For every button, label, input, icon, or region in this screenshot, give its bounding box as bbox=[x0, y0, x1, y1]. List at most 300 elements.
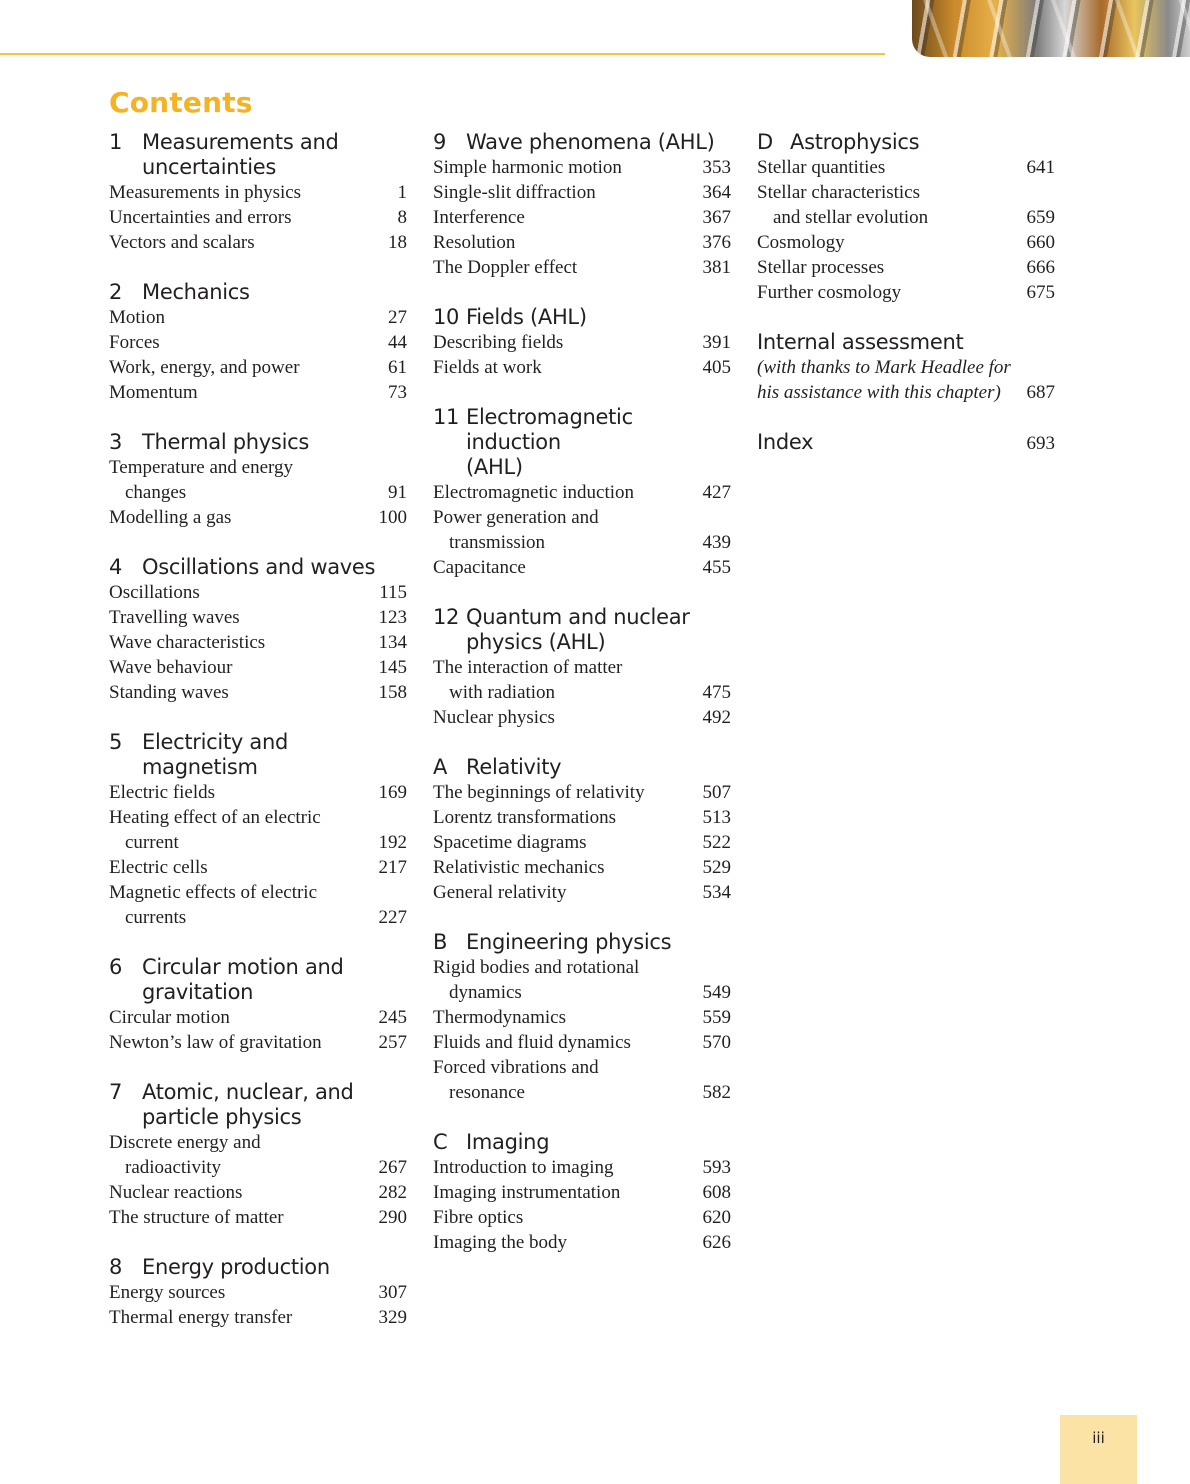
entry-page-number: 608 bbox=[702, 1182, 731, 1203]
section-heading[interactable] bbox=[433, 930, 731, 955]
toc-entry[interactable] bbox=[109, 605, 407, 630]
entry-title bbox=[109, 1005, 373, 1030]
toc-entry[interactable] bbox=[109, 580, 407, 605]
section-title bbox=[757, 330, 1055, 355]
section-heading[interactable] bbox=[757, 430, 1055, 456]
toc-entry[interactable] bbox=[433, 855, 731, 880]
section-heading[interactable] bbox=[757, 330, 1055, 355]
entry-title-line: transmission bbox=[449, 532, 546, 553]
entry-title bbox=[433, 1205, 697, 1230]
section-title bbox=[142, 730, 407, 780]
section-title-line: particle physics bbox=[142, 1105, 302, 1129]
entry-title bbox=[109, 1130, 373, 1180]
entry-title bbox=[109, 780, 373, 805]
entry-title-line: Temperature and energy bbox=[109, 457, 294, 478]
toc-section bbox=[433, 1130, 731, 1255]
toc-entry[interactable] bbox=[109, 180, 407, 205]
section-title bbox=[757, 430, 1027, 455]
entry-page-number: 91 bbox=[388, 482, 407, 503]
toc-entry[interactable] bbox=[433, 480, 731, 505]
entry-title bbox=[109, 855, 373, 880]
section-title-line: uncertainties bbox=[142, 155, 276, 179]
entry-page-number: 582 bbox=[702, 1082, 731, 1103]
toc-entry[interactable] bbox=[757, 255, 1055, 280]
entry-page-number: 559 bbox=[702, 1007, 731, 1028]
entry-page-number: 169 bbox=[378, 782, 407, 803]
entry-page-number: 626 bbox=[702, 1232, 731, 1253]
entry-title-line: Wave behaviour bbox=[109, 657, 233, 678]
entry-page-number: 61 bbox=[388, 357, 407, 378]
entry-title bbox=[433, 830, 697, 855]
entry-page-number: 73 bbox=[388, 382, 407, 403]
section-title-line: Atomic, nuclear, and bbox=[142, 1080, 354, 1104]
entry-title bbox=[433, 880, 697, 905]
entry-title bbox=[109, 330, 382, 355]
toc-entry[interactable] bbox=[109, 230, 407, 255]
entry-page-number: 8 bbox=[397, 207, 407, 228]
toc-entry[interactable] bbox=[757, 180, 1055, 230]
toc-entry[interactable] bbox=[433, 1005, 731, 1030]
entry-title-line: The Doppler effect bbox=[433, 257, 578, 278]
entry-page-number: 257 bbox=[378, 1032, 407, 1053]
toc-entry[interactable] bbox=[109, 1130, 407, 1180]
toc-section bbox=[109, 1255, 407, 1330]
toc-entry[interactable] bbox=[109, 1180, 407, 1205]
toc-entry[interactable] bbox=[433, 1055, 731, 1105]
toc-entry[interactable] bbox=[433, 555, 731, 580]
section-title-line: Thermal physics bbox=[142, 430, 309, 454]
entry-title bbox=[433, 230, 697, 255]
entry-page-number: 641 bbox=[1026, 157, 1055, 178]
entry-title-line: Rigid bodies and rotational bbox=[433, 957, 640, 978]
entry-title bbox=[433, 655, 697, 705]
entry-title bbox=[433, 180, 697, 205]
section-number: C bbox=[433, 1130, 448, 1154]
toc-entry[interactable] bbox=[433, 1230, 731, 1255]
toc-column-2 bbox=[433, 130, 731, 1280]
entry-title-line: Standing waves bbox=[109, 682, 229, 703]
entry-title bbox=[433, 805, 697, 830]
toc-entry[interactable] bbox=[433, 355, 731, 380]
entry-page-number: 227 bbox=[378, 907, 407, 928]
entry-title bbox=[433, 1230, 697, 1255]
entry-title bbox=[433, 955, 697, 1005]
toc-section bbox=[757, 330, 1055, 405]
section-heading[interactable] bbox=[109, 730, 407, 780]
entry-title bbox=[433, 255, 697, 280]
entry-title-line: The structure of matter bbox=[109, 1207, 284, 1228]
entry-page-number: 123 bbox=[378, 607, 407, 628]
entry-page-number: 405 bbox=[702, 357, 731, 378]
section-title bbox=[142, 1255, 407, 1280]
entry-page-number: 376 bbox=[702, 232, 731, 253]
section-title-line: Energy production bbox=[142, 1255, 330, 1279]
entry-title-line: Vectors and scalars bbox=[109, 232, 255, 253]
toc-entry[interactable] bbox=[109, 305, 407, 330]
toc-entry[interactable] bbox=[433, 255, 731, 280]
entry-title bbox=[433, 330, 697, 355]
toc-entry[interactable] bbox=[109, 380, 407, 405]
entry-page-number: 593 bbox=[702, 1157, 731, 1178]
section-title bbox=[466, 1130, 731, 1155]
entry-title-line: Measurements in physics bbox=[109, 182, 302, 203]
entry-page-number: 353 bbox=[702, 157, 731, 178]
section-number: B bbox=[433, 930, 448, 954]
entry-page-number: 329 bbox=[378, 1307, 407, 1328]
section-title-line: Oscillations and waves bbox=[142, 555, 376, 579]
section-title bbox=[142, 280, 407, 305]
entry-page-number: 307 bbox=[378, 1282, 407, 1303]
entry-title bbox=[109, 1180, 373, 1205]
entry-page-number: 675 bbox=[1026, 282, 1055, 303]
entry-title-line: current bbox=[125, 832, 179, 853]
toc-entry[interactable] bbox=[109, 1030, 407, 1055]
toc-section bbox=[433, 130, 731, 280]
entry-title-line: Stellar characteristics bbox=[757, 182, 921, 203]
entry-title-line: Describing fields bbox=[433, 332, 564, 353]
entry-title-line: Nuclear reactions bbox=[109, 1182, 243, 1203]
entry-title-line: Thermodynamics bbox=[433, 1007, 566, 1028]
entry-title bbox=[433, 555, 697, 580]
toc-entry[interactable] bbox=[433, 880, 731, 905]
toc-entry[interactable] bbox=[433, 1180, 731, 1205]
entry-title-line: Electromagnetic induction bbox=[433, 482, 635, 503]
toc-entry[interactable] bbox=[109, 205, 407, 230]
section-heading[interactable] bbox=[109, 280, 407, 305]
entry-title bbox=[109, 630, 373, 655]
section-heading[interactable] bbox=[433, 1130, 731, 1155]
entry-title-line: Spacetime diagrams bbox=[433, 832, 587, 853]
entry-title bbox=[109, 1030, 373, 1055]
entry-page-number: 282 bbox=[378, 1182, 407, 1203]
entry-page-number: 529 bbox=[702, 857, 731, 878]
toc-section bbox=[109, 955, 407, 1055]
section-heading[interactable] bbox=[433, 405, 731, 480]
toc-entry[interactable] bbox=[109, 1005, 407, 1030]
section-title-line: Engineering physics bbox=[466, 930, 672, 954]
entry-title-line: changes bbox=[125, 482, 187, 503]
entry-page-number: 570 bbox=[702, 1032, 731, 1053]
section-heading[interactable] bbox=[433, 755, 731, 780]
section-title bbox=[142, 555, 407, 580]
toc-section bbox=[109, 730, 407, 930]
entry-page-number: 475 bbox=[702, 682, 731, 703]
toc-entry[interactable] bbox=[109, 1205, 407, 1230]
entry-title-line: Energy sources bbox=[109, 1282, 226, 1303]
section-heading[interactable] bbox=[433, 130, 731, 155]
entry-page-number: 687 bbox=[1026, 382, 1055, 403]
toc-section bbox=[109, 1080, 407, 1230]
entry-title bbox=[757, 355, 1021, 405]
toc-section bbox=[109, 430, 407, 530]
toc-entry[interactable] bbox=[109, 355, 407, 380]
toc-entry[interactable] bbox=[433, 955, 731, 1005]
entry-title bbox=[109, 230, 382, 255]
entry-title bbox=[433, 505, 697, 555]
entry-title-line: Newton’s law of gravitation bbox=[109, 1032, 322, 1053]
entry-title-line: Thermal energy transfer bbox=[109, 1307, 293, 1328]
entry-title-line: Fields at work bbox=[433, 357, 542, 378]
section-heading[interactable] bbox=[433, 605, 731, 655]
toc-entry[interactable] bbox=[109, 330, 407, 355]
entry-title-line: Momentum bbox=[109, 382, 198, 403]
entry-title-line: radioactivity bbox=[125, 1157, 222, 1178]
entry-title-line: Travelling waves bbox=[109, 607, 240, 628]
entry-title-line: Work, energy, and power bbox=[109, 357, 300, 378]
section-title-line: Circular motion and bbox=[142, 955, 344, 979]
entry-title bbox=[433, 1005, 697, 1030]
entry-title bbox=[109, 455, 382, 505]
section-heading[interactable] bbox=[109, 955, 407, 1005]
section-number: 1 bbox=[109, 130, 123, 154]
entry-title bbox=[109, 880, 373, 930]
section-heading[interactable] bbox=[109, 430, 407, 455]
section-title bbox=[466, 305, 731, 330]
entry-title-line: Motion bbox=[109, 307, 165, 328]
section-title-line: Electromagnetic induction bbox=[466, 405, 633, 454]
entry-title-line: Uncertainties and errors bbox=[109, 207, 292, 228]
section-number: 10 bbox=[433, 305, 460, 329]
entry-page-number: 439 bbox=[702, 532, 731, 553]
section-heading[interactable] bbox=[109, 1255, 407, 1280]
section-title-line: (AHL) bbox=[466, 455, 523, 479]
entry-title-line: Relativistic mechanics bbox=[433, 857, 605, 878]
entry-title-line: Forced vibrations and bbox=[433, 1057, 599, 1078]
entry-page-number: 245 bbox=[378, 1007, 407, 1028]
section-number: 6 bbox=[109, 955, 123, 979]
entry-page-number: 381 bbox=[702, 257, 731, 278]
header-photo-strip bbox=[912, 0, 1190, 57]
toc-entry[interactable] bbox=[433, 1205, 731, 1230]
toc-entry[interactable] bbox=[757, 355, 1055, 405]
entry-title bbox=[109, 1305, 373, 1330]
entry-page-number: 44 bbox=[388, 332, 407, 353]
entry-title bbox=[109, 1280, 373, 1305]
entry-page-number: 115 bbox=[379, 582, 407, 603]
entry-title bbox=[433, 1180, 697, 1205]
entry-title bbox=[757, 230, 1021, 255]
toc-entry[interactable] bbox=[109, 505, 407, 530]
entry-title-line: Fibre optics bbox=[433, 1207, 524, 1228]
entry-title-line: The beginnings of relativity bbox=[433, 782, 645, 803]
entry-title bbox=[109, 205, 392, 230]
section-title bbox=[142, 430, 407, 455]
section-number: 5 bbox=[109, 730, 123, 754]
section-heading[interactable] bbox=[109, 555, 407, 580]
entry-page-number: 267 bbox=[378, 1157, 407, 1178]
toc-entry[interactable] bbox=[109, 680, 407, 705]
entry-title bbox=[109, 1205, 373, 1230]
entry-title-line: dynamics bbox=[449, 982, 522, 1003]
entry-page-number: 364 bbox=[702, 182, 731, 203]
entry-page-number: 455 bbox=[702, 557, 731, 578]
section-title bbox=[790, 130, 1055, 155]
entry-title bbox=[109, 580, 373, 605]
section-number: 9 bbox=[433, 130, 447, 154]
entry-title-line: Stellar quantities bbox=[757, 157, 886, 178]
entry-title-line: Imaging instrumentation bbox=[433, 1182, 621, 1203]
toc-column-1 bbox=[109, 130, 407, 1355]
toc-entry[interactable] bbox=[433, 155, 731, 180]
entry-title bbox=[757, 255, 1021, 280]
section-title-line: Wave phenomena (AHL) bbox=[466, 130, 715, 154]
section-title bbox=[466, 405, 731, 480]
entry-page-number: 522 bbox=[702, 832, 731, 853]
toc-entry[interactable] bbox=[109, 1305, 407, 1330]
section-title-line: gravitation bbox=[142, 980, 254, 1004]
entry-page-number: 100 bbox=[378, 507, 407, 528]
toc-entry[interactable] bbox=[109, 805, 407, 855]
entry-title bbox=[109, 180, 392, 205]
toc-section bbox=[109, 555, 407, 705]
toc-entry[interactable] bbox=[433, 780, 731, 805]
entry-title-line: with radiation bbox=[449, 682, 556, 703]
entry-page-number: 158 bbox=[378, 682, 407, 703]
section-number: 12 bbox=[433, 605, 460, 629]
entry-title-line: Further cosmology bbox=[757, 282, 902, 303]
entry-page-number: 659 bbox=[1026, 207, 1055, 228]
entry-title bbox=[433, 1030, 697, 1055]
page-title: Contents bbox=[109, 86, 253, 119]
entry-title bbox=[757, 155, 1021, 180]
entry-title-line: Imaging the body bbox=[433, 1232, 568, 1253]
toc-section bbox=[433, 405, 731, 580]
entry-title bbox=[109, 380, 382, 405]
page-number: iii bbox=[1092, 1429, 1105, 1447]
toc-entry[interactable] bbox=[109, 1280, 407, 1305]
toc-entry[interactable] bbox=[757, 280, 1055, 305]
section-title bbox=[466, 930, 731, 955]
entry-title bbox=[757, 280, 1021, 305]
entry-title-line: General relativity bbox=[433, 882, 567, 903]
section-title bbox=[466, 130, 731, 155]
entry-title-line: Single-slit diffraction bbox=[433, 182, 596, 203]
entry-title-line: resonance bbox=[449, 1082, 525, 1103]
entry-title bbox=[433, 705, 697, 730]
entry-title bbox=[109, 805, 373, 855]
toc-entry[interactable] bbox=[109, 455, 407, 505]
toc-entry[interactable] bbox=[433, 705, 731, 730]
entry-title bbox=[433, 480, 697, 505]
entry-page-number: 534 bbox=[702, 882, 731, 903]
toc-entry[interactable] bbox=[433, 830, 731, 855]
entry-title bbox=[433, 205, 697, 230]
entry-page-number: 1 bbox=[397, 182, 407, 203]
toc-entry[interactable] bbox=[109, 655, 407, 680]
entry-page-number: 290 bbox=[378, 1207, 407, 1228]
entry-title bbox=[109, 355, 382, 380]
entry-title bbox=[109, 655, 373, 680]
toc-entry[interactable] bbox=[433, 205, 731, 230]
entry-page-number: 507 bbox=[702, 782, 731, 803]
toc-entry[interactable] bbox=[757, 155, 1055, 180]
section-title-line: Internal assessment bbox=[757, 330, 964, 354]
entry-title bbox=[433, 1155, 697, 1180]
toc-entry[interactable] bbox=[433, 1030, 731, 1055]
entry-title-line: currents bbox=[125, 907, 187, 928]
entry-title-line: Cosmology bbox=[757, 232, 845, 253]
entry-page-number: 427 bbox=[702, 482, 731, 503]
toc-section bbox=[109, 280, 407, 405]
header-rule bbox=[0, 53, 885, 55]
section-heading[interactable] bbox=[109, 1080, 407, 1130]
section-title bbox=[466, 755, 731, 780]
entry-title-line: Lorentz transformations bbox=[433, 807, 617, 828]
entry-title bbox=[433, 1055, 697, 1105]
page-number-tab bbox=[1060, 1415, 1137, 1484]
entry-title-line: Circular motion bbox=[109, 1007, 230, 1028]
toc-entry[interactable] bbox=[757, 230, 1055, 255]
section-heading[interactable] bbox=[433, 305, 731, 330]
entry-title-line: (with thanks to Mark Headlee for bbox=[757, 357, 1011, 378]
toc-entry[interactable] bbox=[433, 330, 731, 355]
entry-title-line: Introduction to imaging bbox=[433, 1157, 614, 1178]
toc-section bbox=[757, 130, 1055, 305]
section-number: 2 bbox=[109, 280, 123, 304]
entry-title-line: Forces bbox=[109, 332, 160, 353]
entry-title-line: Resolution bbox=[433, 232, 516, 253]
toc-entry[interactable] bbox=[109, 880, 407, 930]
entry-title bbox=[109, 305, 382, 330]
toc-entry[interactable] bbox=[109, 855, 407, 880]
section-title bbox=[466, 605, 731, 655]
entry-title-line: Fluids and fluid dynamics bbox=[433, 1032, 631, 1053]
section-heading[interactable] bbox=[109, 130, 407, 180]
entry-page-number: 192 bbox=[378, 832, 407, 853]
entry-page-number: 513 bbox=[702, 807, 731, 828]
toc-entry[interactable] bbox=[109, 630, 407, 655]
section-title-line: Fields (AHL) bbox=[466, 305, 587, 329]
toc-entry[interactable] bbox=[433, 230, 731, 255]
section-heading[interactable] bbox=[757, 130, 1055, 155]
entry-title bbox=[433, 155, 697, 180]
toc-entry[interactable] bbox=[433, 505, 731, 555]
toc-entry[interactable] bbox=[433, 805, 731, 830]
entry-title bbox=[109, 505, 373, 530]
section-number: 11 bbox=[433, 405, 460, 429]
entry-title bbox=[109, 605, 373, 630]
entry-page-number: 666 bbox=[1026, 257, 1055, 278]
entry-title-line: Discrete energy and bbox=[109, 1132, 261, 1153]
entry-title-line: Electric fields bbox=[109, 782, 216, 803]
toc-section bbox=[433, 605, 731, 730]
toc-entry[interactable] bbox=[433, 1155, 731, 1180]
entry-title-line: Power generation and bbox=[433, 507, 599, 528]
section-title bbox=[142, 1080, 407, 1130]
toc-entry[interactable] bbox=[433, 655, 731, 705]
toc-entry[interactable] bbox=[433, 180, 731, 205]
entry-page-number: 145 bbox=[378, 657, 407, 678]
entry-title bbox=[757, 180, 1021, 230]
section-title-line: Quantum and nuclear bbox=[466, 605, 690, 629]
toc-section bbox=[757, 430, 1055, 456]
entry-page-number: 367 bbox=[702, 207, 731, 228]
section-title-line: Electricity and magnetism bbox=[142, 730, 288, 779]
entry-title-line: Nuclear physics bbox=[433, 707, 555, 728]
entry-page-number: 660 bbox=[1026, 232, 1055, 253]
entry-title-line: Oscillations bbox=[109, 582, 200, 603]
toc-entry[interactable] bbox=[109, 780, 407, 805]
section-number: D bbox=[757, 130, 773, 154]
entry-title-line: his assistance with this chapter) bbox=[757, 382, 1001, 403]
entry-page-number: 620 bbox=[702, 1207, 731, 1228]
section-number: A bbox=[433, 755, 448, 779]
entry-page-number: 492 bbox=[702, 707, 731, 728]
section-title-line: Index bbox=[757, 430, 814, 454]
entry-title-line: Heating effect of an electric bbox=[109, 807, 321, 828]
entry-title-line: Electric cells bbox=[109, 857, 208, 878]
entry-title-line: Simple harmonic motion bbox=[433, 157, 622, 178]
